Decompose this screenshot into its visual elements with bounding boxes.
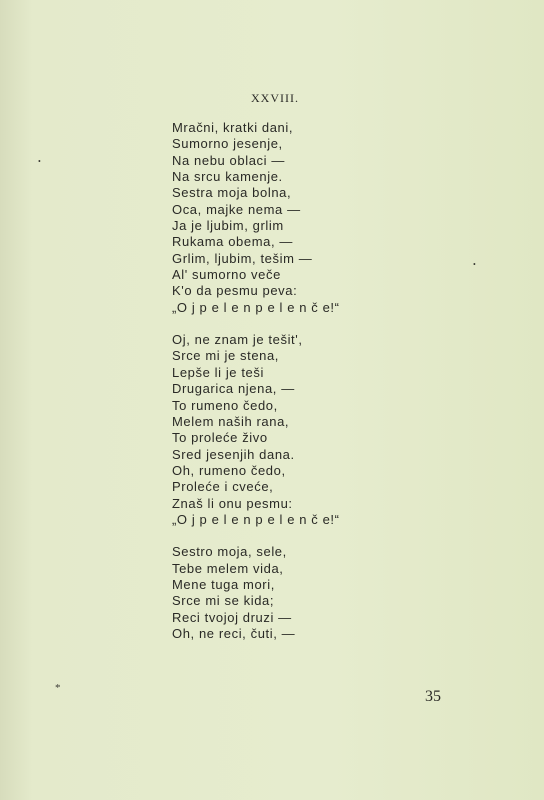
poem-line: Oh, ne reci, čuti, —	[172, 625, 296, 641]
page-number: 35	[425, 688, 441, 705]
poem-line: Rukama obema, —	[172, 234, 293, 250]
poem-line: Grlim, ljubim, tešim —	[172, 250, 313, 266]
poem-refrain: „O j p e l e n p e l e n č e!“	[172, 511, 340, 527]
poem-line: Na srcu kamenje.	[172, 169, 283, 185]
poem-line: Na nebu oblaci —	[172, 152, 285, 168]
poem-line: Sestra moja bolna,	[172, 185, 292, 201]
poem-line: Oj, ne znam je tešit',	[172, 332, 303, 348]
poem-line: Melem naših rana,	[172, 413, 290, 429]
stanza-3	[172, 544, 432, 642]
stanza-2	[172, 332, 432, 528]
poem-line: Oca, majke nema —	[172, 201, 301, 217]
poem-line: Oh, rumeno čedo,	[172, 462, 286, 478]
poem-line: Srce mi je stena,	[172, 348, 280, 364]
poem-line: Al' sumorno veče	[172, 267, 281, 283]
poem-line: Mračni, kratki dani,	[172, 120, 294, 135]
poem-line: K'o da pesmu peva:	[172, 283, 298, 299]
poem-line: Reci tvojoj druzi —	[172, 609, 292, 625]
asterisk-mark: *	[55, 682, 61, 694]
poem-number-heading: XXVIII.	[251, 91, 299, 105]
poem-line: To rumeno čedo,	[172, 397, 278, 413]
poem-line: Tebe melem vida,	[172, 560, 284, 576]
poem-line: Sred jesenjih dana.	[172, 446, 295, 462]
poem-refrain: „O j p e l e n p e l e n č e!“	[172, 299, 340, 315]
poem-line: Ja je ljubim, grlim	[172, 218, 284, 234]
poem-line: Znaš li onu pesmu:	[172, 495, 293, 511]
poem-line: Sestro moja, sele,	[172, 544, 287, 560]
poem-line: Mene tuga mori,	[172, 576, 275, 592]
poem-line: Sumorno jesenje,	[172, 136, 283, 152]
stanza-1	[172, 120, 432, 316]
poem-line: To proleće živo	[172, 430, 268, 446]
poem-line: Srce mi se kida;	[172, 593, 275, 609]
dot-mark: •	[38, 157, 41, 166]
poem-body	[172, 120, 432, 642]
poem-line: Drugarica njena, —	[172, 381, 295, 397]
poem-line: Proleće i cveće,	[172, 479, 274, 495]
poem-line: Lepše li je teši	[172, 364, 264, 380]
dot-mark: •	[473, 260, 476, 269]
